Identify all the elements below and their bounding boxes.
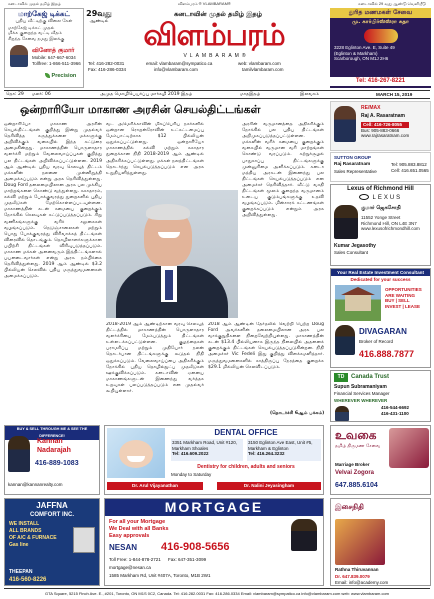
music-tel[interactable]: Dr. 647.839.0079 bbox=[335, 574, 370, 579]
sutton-role: Sales Representative bbox=[334, 169, 377, 174]
bank-tel2: 416-431-1100 bbox=[381, 410, 409, 416]
promo-line: மிக்க குறைந்த வட்டி வீதம் bbox=[8, 31, 62, 36]
real-estate-ad[interactable] bbox=[330, 268, 431, 368]
article-col-3b: 2018 ஆம் ஆண்டின் தேர்தலில் வெற்றி பெற்ற Doug Ford அவர்களின் தலைமையிலான அரசு பல வாக்குறுதிகளை நிறைவேற்றியுள்ளது. மாகாணத்தின் கடன் $13.4 பில்லியனாக இருந்த நிலையில் அதனைக் குறைக்கும் திட்டங்கள் செயல்படுத்தப்படுகின்றன. நிதி அமைச்சர் Vic Fedeli இது குறித்து விளக்கமளித்தார். மருத்துவமனைகளில் காத்திருப்பு நேரத்தை குறைக்க $29.1 மில்லியன் செலவிடப்படும். bbox=[208, 322, 324, 370]
promo-line: சிறந்த சேவை நமது இலக்கு bbox=[8, 36, 65, 42]
jaffna-title: JAFFNA bbox=[36, 501, 68, 510]
sutton-name: Raj Rasaratnam bbox=[334, 162, 371, 167]
footer: GTA Square, 5215 Finch Ave. E., #201, Toronto, ON M1S 0C2, Canada. Tel: 416.282.0031 Fax: 416.286.0334 Email: vlambaram@sympatico.ca info@vlambaram.com web: www.vlambaram.com bbox=[4, 588, 430, 597]
music-person: Rathna Thiruvannan bbox=[335, 567, 379, 572]
buy-sell-title: BUY & SELL THROUGH ME & SEE THE DIFFERENCE! bbox=[5, 426, 99, 440]
promo-name: வினோத் குமார் bbox=[32, 47, 75, 54]
issue-date: MARCH 15, 2019 bbox=[376, 92, 413, 97]
bank-ad[interactable] bbox=[330, 370, 431, 422]
top-strip-right: கனடாவில் 29 வது ஆண்டு வெளியீடு bbox=[358, 1, 426, 6]
buy-sell-ad[interactable] bbox=[4, 425, 100, 495]
mortgage-email[interactable]: mortgage@nesan.ca bbox=[109, 565, 151, 570]
masthead-title: விளம்பரம் bbox=[143, 18, 285, 53]
lexus-ad[interactable] bbox=[330, 184, 431, 266]
lexus-addr2: Richmond Hill, ON L4E 3N7 bbox=[361, 220, 417, 226]
top-strip-left: கனடாவில் முதல் தமிழ் இதழ் bbox=[8, 1, 61, 6]
lexus-role: Sales Consultant bbox=[334, 250, 369, 255]
dental-ad[interactable] bbox=[104, 425, 324, 495]
lexus-web[interactable]: www.lexusofrichmondhill.com bbox=[361, 226, 420, 231]
mortgage-toll: Toll Free: 1-844-878-2721 bbox=[109, 557, 161, 562]
lexus-addr1: 11552 Yonge Street bbox=[361, 215, 401, 220]
buy-sell-email[interactable]: kannan@kannanrealty.com bbox=[8, 482, 63, 487]
uvakai-name: Velvai Zogora bbox=[335, 470, 375, 476]
leaf-icon bbox=[45, 73, 50, 78]
masthead-web-2[interactable]: tamilvlambaram.com bbox=[242, 67, 284, 72]
bank-person-photo bbox=[335, 406, 349, 421]
year-sub: ஆண்டில் bbox=[89, 19, 109, 24]
jaffna-line: OF A/C & FURNACE bbox=[9, 535, 57, 541]
article-col-2b: 2018-2019 ஆம் ஆண்டிற்கான வரவு செலவுத் திட்டத்தில் மாகாணத்தின் பொருளாதார வளர்ச்சியை மேம்படுத்தும் திட்டங்கள் உள்ளடக்கப்பட்டுள்ளன. குழந்தைகள் பராமரிப்பு மற்றும் முதியோர் நலன் தொடர்பான திட்டங்களுக்கு கூடுதல் நிதி ஒதுக்கப்படும். வேலைவாய்ப்பை அதிகரிக்கும் நோக்கில் புதிய தொழில்நுட்ப முதலீடுகள் ஊக்குவிக்கப்படும். கனடாவின் ஏனைய மாகாணங்களுடன் இணைந்து வர்த்தக உறவுகள் பலப்படுத்தப்படும் என முதல்வர் கூறியுள்ளார். bbox=[106, 322, 204, 395]
dental-addr2: 3150 Eglinton Ave East, Unit #5, Markham & Eglinton bbox=[248, 440, 313, 451]
buy-sell-phone[interactable]: 416-889-1083 bbox=[35, 460, 79, 467]
uvakai-phone[interactable]: 647.885.6104 bbox=[335, 482, 378, 489]
header-ad-line: Scarborough, ON M1J 2H6 bbox=[334, 56, 389, 61]
lexus-logo bbox=[331, 194, 430, 202]
mortgage-web: NESAN bbox=[109, 543, 138, 552]
article-col-1: ஒன்றாரியோ மாகாண அரசின் செயல்திட்டங்கள் குறித்து இன்று முதல்வர் தெரிவித்த கருத்துக்களை மக்களுக்கு அறிவிக்கும் வகையில் இந்த கட்டுரை அமைகின்றது. மாகாணத்தின் பொருளாதார வளர்ச்சி மற்றும் வேலைவாய்ப்புகள் குறித்து பல திட்டங்கள் அறிவிக்கப்பட்டுள்ளன. 2019 ஆம் ஆண்டில் புதிய வரவு செலவுத் திட்டம் மக்களின் நலனை முன்னிறுத்தி அமைக்கப்படும் என்று அரசு தெரிவித்துள்ளது. Doug Ford தலைமையிலான அரசு பல முக்கிய மாற்றங்களை கொண்டு வந்துள்ளது. சுகாதாரம், கல்வி மற்றும் போக்குவரத்து துறைகளில் புதிய முதலீடுகள் மேற்கொள்ளப்படவுள்ளன. மாகாணத்தின் கடன் சுமையை குறைக்கும் நோக்கில் செலவுகள் கட்டுப்படுத்தப்படும். சிறு வணிகங்களுக்கு வரிச் சலுகைகள் வழங்கப்படும். நெடுஞ்சாலைகள் மற்றும் பொது போக்குவரத்து விரிவாக்கத் திட்டங்கள் விரைவில் தொடங்கும். தொழிலாளர்களுக்கான பயிற்சி திட்டங்கள் விரிவுபடுத்தப்படும். மாகாண மக்கள் அனைவரும் இத்திட்டங்களால் பயனடைவார்கள் என்று அரசு நம்பிக்கை தெரிவித்துள்ளது. 2019 ஆம் ஆண்டில் $3.2 பில்லியன் செலவில் புதிய மருத்துவமனைகள் அமைக்கப்படும். bbox=[4, 122, 102, 280]
mortgage-broker-photo bbox=[291, 519, 317, 551]
masthead-title-latin: VLAMBARAM® bbox=[183, 53, 249, 59]
realtor-ad-2[interactable] bbox=[330, 152, 431, 182]
bank-title: Canada Trust bbox=[351, 374, 390, 380]
masthead-tagline: கனடாவின் முதல் தமிழ் இதழ் bbox=[173, 10, 262, 18]
promo-company: Precision bbox=[51, 73, 77, 79]
info-bar bbox=[4, 90, 430, 99]
music-name: இசைநிதி bbox=[335, 503, 364, 511]
masthead bbox=[86, 8, 326, 88]
jaffna-line: WE INSTALL bbox=[9, 521, 40, 527]
dental-title: DENTAL OFFICE bbox=[214, 428, 278, 437]
music-ad[interactable] bbox=[330, 498, 431, 586]
uvakai-title: உவகை bbox=[335, 428, 377, 442]
price: இலவசம் bbox=[300, 92, 319, 97]
jaffna-phone[interactable]: 416-560-8226 bbox=[9, 577, 47, 583]
article-col-3: அரசின் வருமானத்தை அதிகரிக்கும் நோக்கில் பல புதிய திட்டங்கள் அறிமுகப்படுத்தப்பட்டுள்ளன. மக்களின் வரிச் சுமையை குறைக்கும் வகையில் வருமான வரி மாற்றங்கள் கொண்டு வரப்படும். சுற்றுச்சூழல் பாதுகாப்பு திட்டங்களுக்கு முன்னுரிமை அளிக்கப்படும். கனடா மத்திய அரசுடன் இணைந்து பல திட்டங்கள் செயல்படுத்தப்படும் என அமைச்சர் தெரிவித்தார். வீட்டு வசதி திட்டங்கள் மூலம் குறைந்த வருமானம் உடைய குடும்பங்களுக்கு உதவி வழங்கப்படும். மின்சாரக் கட்டணங்கள் குறைக்கப்படும் என்றும் அரசு அறிவித்துள்ளது. bbox=[242, 122, 324, 219]
left-promo-ad[interactable] bbox=[4, 8, 84, 88]
dancer-photo bbox=[335, 519, 385, 565]
dental-addr1: 3351 Markham Road, Unit #120, Markham Shoales bbox=[172, 440, 238, 451]
re-title: Your Real Estate Investment Consultant bbox=[331, 269, 430, 276]
uvakai-brand: தமிழ் திருமண சேவை bbox=[335, 444, 381, 449]
mortgage-line: For all your Mortgage bbox=[109, 519, 166, 525]
promo-title: மாற்கேஜ் டிக்கட் bbox=[18, 10, 70, 18]
promo-subtitle: புதிய வீட்டிற்கு விலை கேள் bbox=[15, 19, 73, 24]
jaffna-line: ALL BRANDS bbox=[9, 528, 42, 534]
re-line: BUY | SELL bbox=[385, 298, 410, 303]
header-ad[interactable] bbox=[330, 8, 431, 88]
bank-tag: WHEREVER WHEREVER bbox=[334, 398, 388, 403]
header-ad-line: (Eglinton & Markham) bbox=[334, 50, 378, 56]
lexus-brand: LEXUS bbox=[372, 195, 403, 201]
header-ad-name: மு. கார்பிர்ஸ்ஸ்ரா சுதா bbox=[352, 19, 409, 25]
promo-mobile: Mobile: 647-667-6034 bbox=[32, 55, 76, 60]
uvakai-sub: Marriage Broker bbox=[335, 462, 370, 467]
house-photo bbox=[335, 285, 381, 321]
realtor-website[interactable]: www.rajrasaratnam.com bbox=[361, 133, 410, 138]
ribbon-icon bbox=[364, 29, 398, 43]
top-strip bbox=[0, 0, 434, 7]
re-tel[interactable]: 416.888.7877 bbox=[359, 349, 415, 359]
masthead-web[interactable]: web: vlambaram.com bbox=[238, 61, 281, 66]
re-line: INVEST | LEASE bbox=[385, 303, 421, 309]
masthead-tel: Tel: 416-282-0031 bbox=[88, 61, 125, 66]
top-strip-center: விளம்பரம் ® VLAMBARAM® bbox=[178, 1, 231, 6]
realtor-photo bbox=[334, 106, 356, 142]
realtor-ad-1[interactable] bbox=[330, 101, 431, 151]
dental-photo bbox=[107, 428, 165, 478]
realtor-office: Bus: 905-883-0666 bbox=[361, 127, 400, 133]
realtor-cell: Cell: 416-726-8055 bbox=[361, 122, 409, 128]
dental-tel1: Tel: 416.609.2022 bbox=[172, 451, 209, 456]
re-line: OPPORTUNITIES ARE WAITING bbox=[385, 287, 422, 298]
masthead-fax: Fax: 416-286-0334 bbox=[88, 67, 127, 72]
dental-doc1: Dr. Arul Vijayanathan bbox=[107, 482, 203, 490]
music-email[interactable]: Email: info@academy.com bbox=[335, 580, 389, 585]
jaffna-ad[interactable] bbox=[4, 498, 100, 586]
td-logo: TD bbox=[334, 373, 348, 382]
mortgage-line: Easy approvals bbox=[109, 533, 150, 539]
volume: தொ: 29 bbox=[6, 92, 24, 97]
sutton-cell: Cell: 416.651.0565 bbox=[391, 167, 429, 173]
buy-sell-name1: Kannan bbox=[37, 438, 63, 445]
mortgage-line: We Deal with all Banks bbox=[109, 526, 169, 532]
mortgage-ad[interactable] bbox=[104, 498, 324, 586]
buy-sell-photo bbox=[8, 436, 30, 472]
info-right-label: மாதஇதழ் bbox=[240, 92, 261, 97]
mortgage-title: MORTGAGE bbox=[105, 499, 323, 516]
header-ad-title: துரித மணமகள் சேவை bbox=[330, 8, 431, 18]
precision-logo bbox=[45, 73, 76, 79]
mortgage-address: 1585 Markham Rd, Unit #407A, Toronto, M1B 2W1 bbox=[109, 573, 211, 578]
re-sub: Dedicated for your success bbox=[350, 277, 411, 282]
continued-note[interactable]: (தொடர்ச்சி 6ஆம் பக்கம்) bbox=[270, 411, 325, 416]
buy-sell-name2: Nadarajah bbox=[37, 447, 71, 454]
issue: மலர்: 06 bbox=[32, 92, 51, 97]
jaffna-line: Gas line bbox=[9, 542, 29, 548]
sutton-label: SUTTON GROUP bbox=[334, 155, 371, 160]
mortgage-phone[interactable]: 416-908-5656 bbox=[161, 541, 230, 553]
jaffna-name: THEEPAN bbox=[9, 569, 33, 575]
lexus-title: Lexus of Richmond Hill bbox=[347, 186, 414, 192]
mortgage-fax: Fax: 647-351-3099 bbox=[168, 557, 207, 562]
avatar bbox=[10, 45, 28, 67]
promo-line: மாற்கேஜ் டிக்கட் முதல் bbox=[8, 25, 55, 31]
year-number: 29வது bbox=[86, 9, 112, 18]
headline: ஒன்றாரியோ மாகாண அரசின் செயல்திட்டங்கள் bbox=[20, 103, 261, 116]
uvakai-ad[interactable] bbox=[330, 425, 431, 495]
lexus-photo bbox=[334, 205, 358, 239]
promo-tollfree: Tollfree: 1-866-511-3966 bbox=[32, 60, 81, 66]
lexus-emblem-icon bbox=[359, 194, 369, 200]
lexus-person: Kumar Jegasothy bbox=[334, 243, 376, 249]
dental-tel2: Tel: 416.264.3232 bbox=[248, 451, 285, 456]
bank-role: Financial Services Manager bbox=[334, 391, 390, 396]
couple-photo bbox=[389, 428, 429, 468]
dental-hours: Monday to Saturday bbox=[171, 472, 212, 477]
bank-name: Supun Subramaniyam bbox=[334, 384, 387, 390]
lexus-tamil-name: குமார் ஜெகசோதி bbox=[361, 205, 401, 211]
masthead-email[interactable]: email: vlambaram@sympatico.ca bbox=[146, 61, 213, 66]
bank-tel1: 416-544-6692 bbox=[381, 405, 410, 410]
re-name: DIVAGARAN bbox=[359, 327, 407, 336]
ac-unit-icon bbox=[73, 527, 95, 553]
sutton-tel: Tel: 905.883.8812 bbox=[391, 162, 427, 167]
remax-label: RE/MAX bbox=[361, 105, 381, 111]
re-role: Broker of Record bbox=[359, 339, 394, 344]
article-col-2: வட அமெரிக்காவின் மிகப்பெரிய நகர்களில் ஒன்றான ரொறன்ரோவின் உட்கட்டமைப்பு மேம்பாட்டிற்காக $12 பில்லியன் ஒதுக்கப்பட்டுள்ளது. ஒன்றாரியோ மாகாணத்தில் கல்வி மற்றும் சுகாதார துறைக்கான நிதி 2018-2019 ஆம் ஆண்டில் அதிகரிக்கப்பட்டுள்ளது. மக்கள் நலத்திட்டங்கள் தொடர்ந்து செயல்படுத்தப்படும் என அரசு உறுதியளித்துள்ளது. bbox=[106, 122, 204, 176]
masthead-email-2[interactable]: info@vlambaram.com bbox=[154, 67, 198, 72]
header-ad-tel[interactable]: Tel: 416-267-8221 bbox=[330, 77, 431, 86]
article-photo bbox=[106, 190, 238, 318]
realtor-name: Raj A. Rasaratnam bbox=[361, 113, 405, 119]
dental-doc2: Dr. Nalini Jeyasingham bbox=[217, 482, 321, 490]
re-broker-photo bbox=[335, 325, 355, 355]
header-ad-line: 3228 Eglinton Ave. E, Suite 49 bbox=[334, 45, 395, 50]
jaffna-sub: COMFORT INC. bbox=[30, 512, 74, 518]
info-center: அமுத மொழிபெயர்ப்பு மார்கழி 2019 இதழ் bbox=[100, 92, 193, 97]
dental-tagline: Dentistry for children, adults and seniors bbox=[197, 464, 295, 470]
